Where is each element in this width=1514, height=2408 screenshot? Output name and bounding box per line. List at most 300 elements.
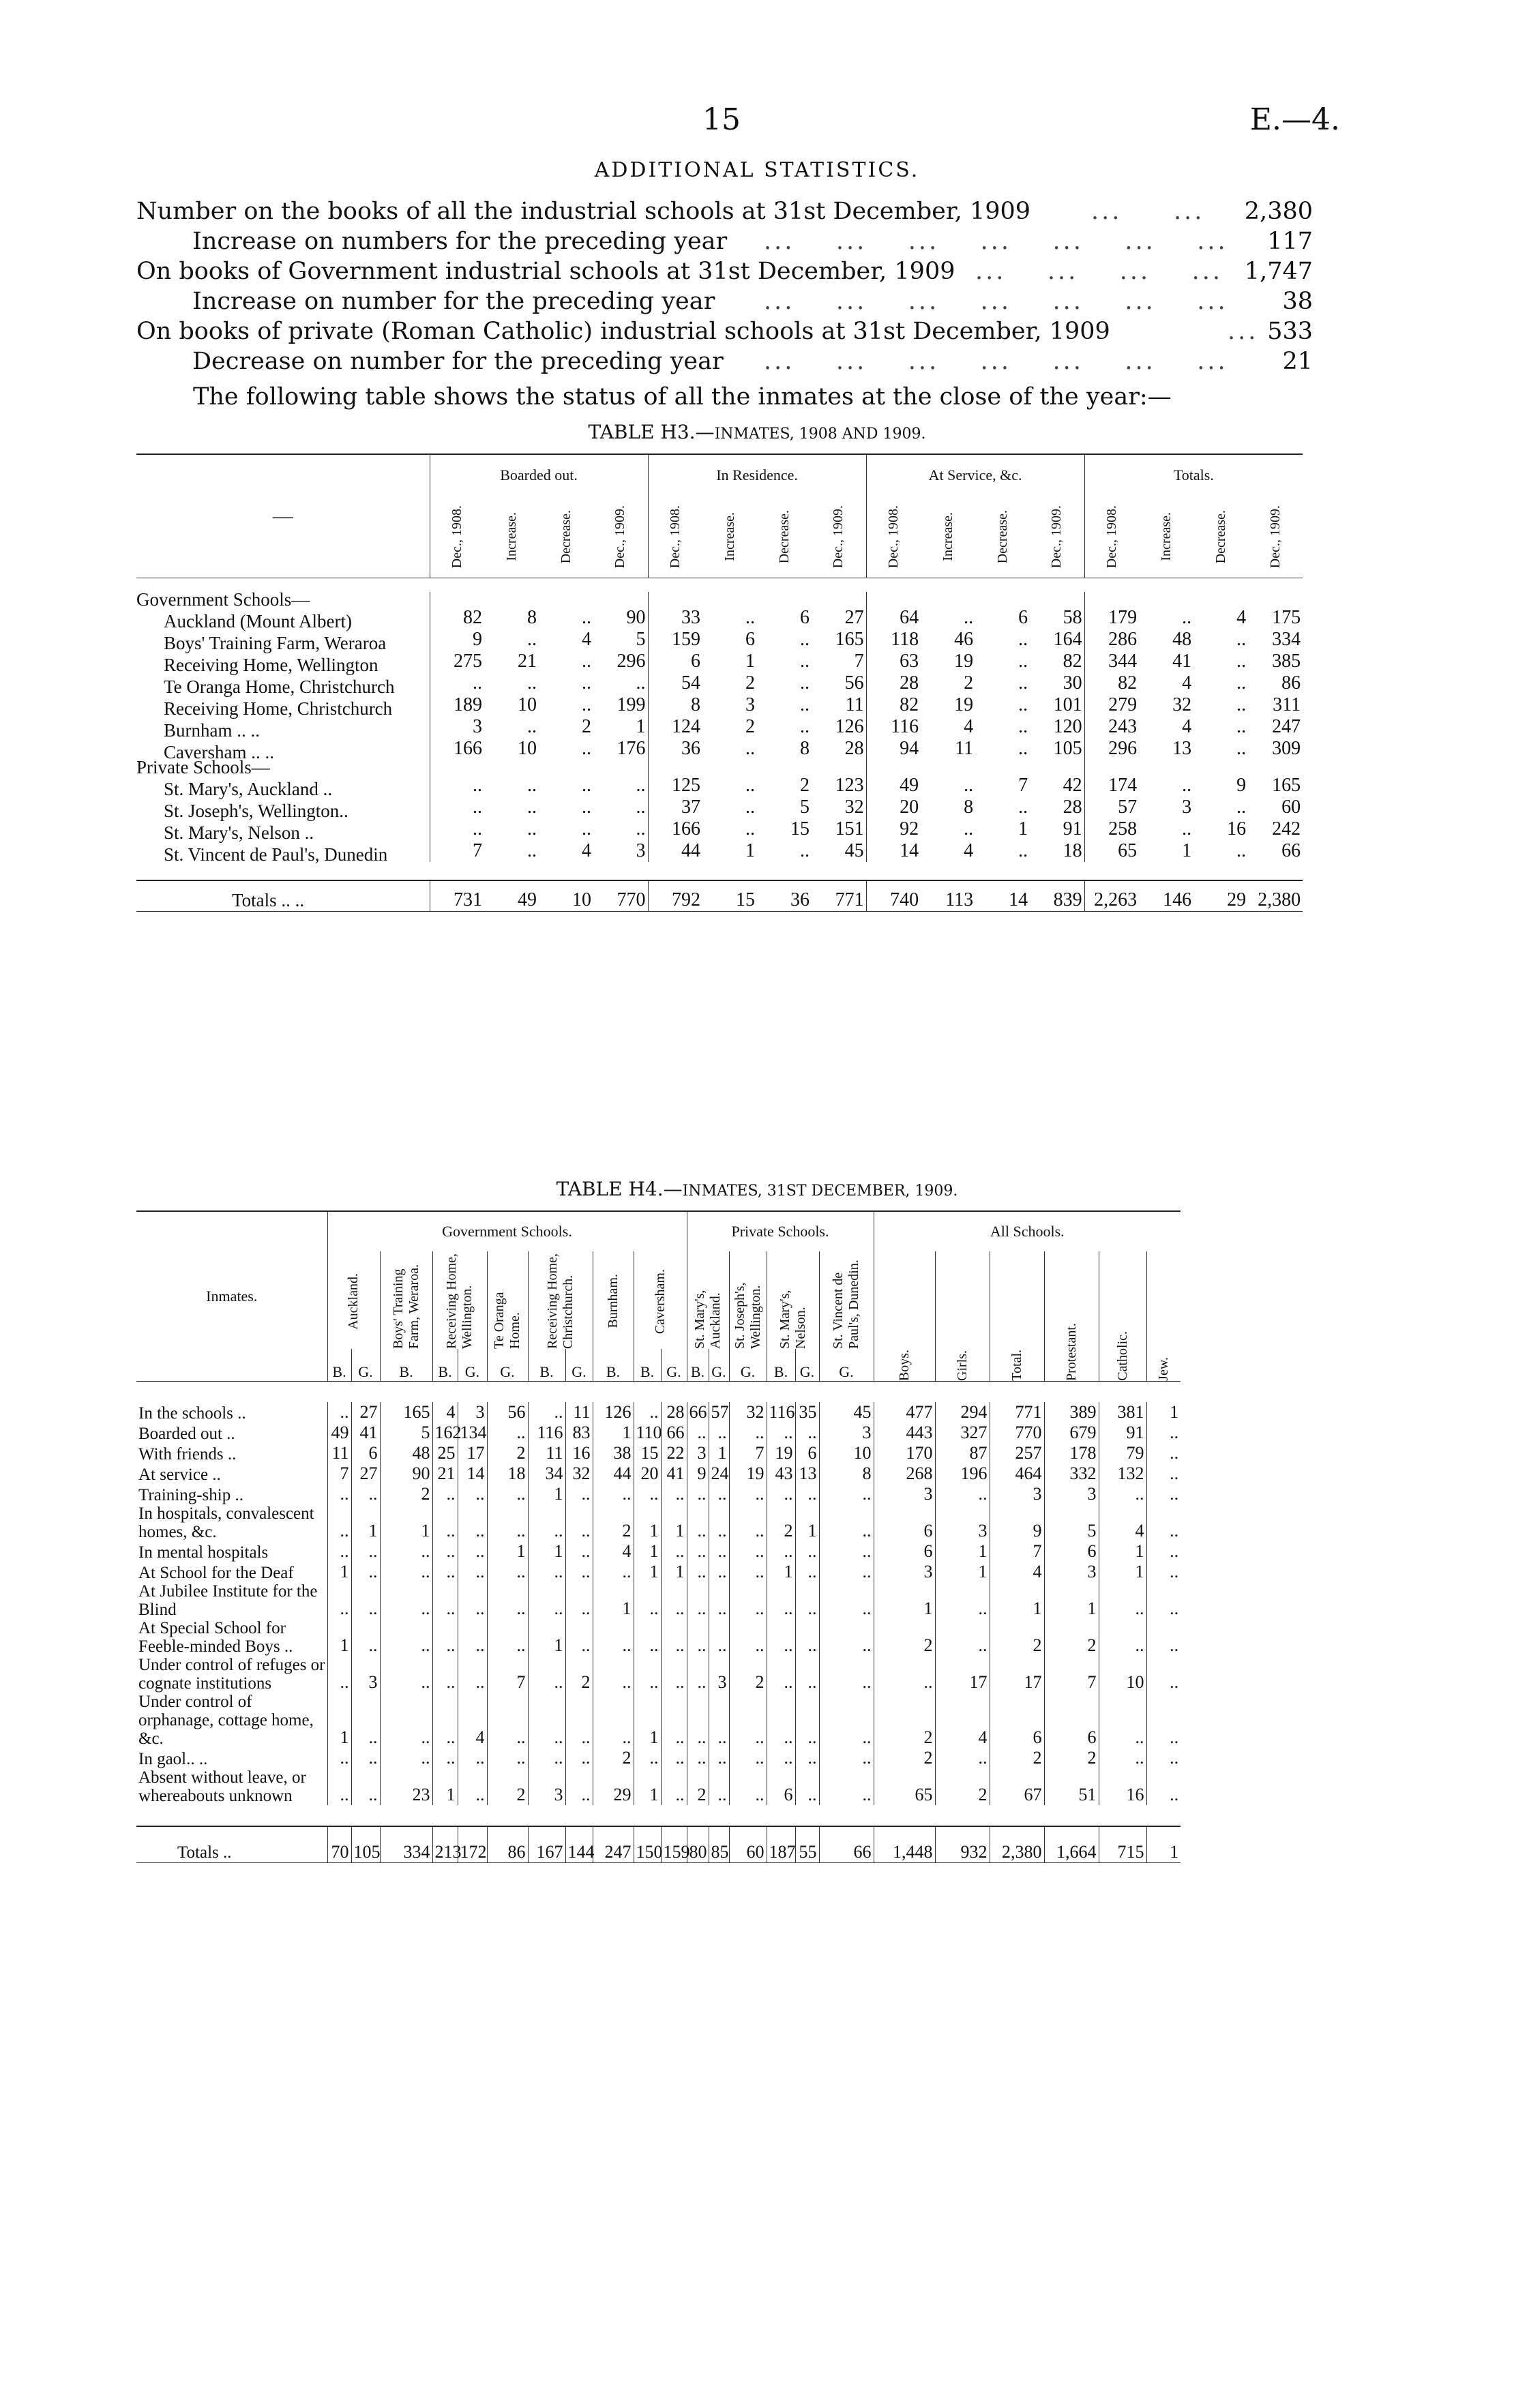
table-cell: 94 xyxy=(866,738,921,760)
table-cell: 8 xyxy=(648,694,702,716)
table-cell: 10 xyxy=(518,694,537,715)
table-cell: 43 xyxy=(767,1463,795,1484)
table-cell: 45 xyxy=(844,840,864,861)
empty-cell xyxy=(1193,592,1248,607)
table-cell: .. xyxy=(527,629,537,650)
table-cell: .. xyxy=(380,1656,432,1693)
table-cell: .. xyxy=(767,1656,795,1693)
section-row xyxy=(136,760,1303,775)
table-cell: .. xyxy=(661,1656,687,1693)
table-row xyxy=(136,1656,1181,1693)
table-cell: .. xyxy=(593,1484,634,1504)
table-cell: .. xyxy=(458,1748,487,1768)
table-cell: 4 xyxy=(582,629,591,650)
table-cell: .. xyxy=(565,1768,593,1805)
leader-dots: ... ... xyxy=(1091,198,1205,225)
table-cell: .. xyxy=(745,797,756,818)
table-cell: 91 xyxy=(1063,818,1082,839)
table-cell: .. xyxy=(767,1484,795,1504)
table-cell: 35 xyxy=(795,1402,819,1423)
row-label: At Jubilee Institute for the Blind xyxy=(138,1582,318,1619)
table-cell: .. xyxy=(1099,1748,1146,1768)
table-cell: .. xyxy=(432,1582,458,1619)
table-cell: 3 xyxy=(636,840,646,861)
table-cell: .. xyxy=(687,1656,709,1693)
table-cell: .. xyxy=(593,1693,634,1748)
table-cell: .. xyxy=(565,1582,593,1619)
table-cell: 118 xyxy=(866,629,921,651)
table-cell: .. xyxy=(964,607,974,628)
table-cell: .. xyxy=(1018,672,1028,694)
document-reference: E.—4. xyxy=(1249,102,1340,137)
table-cell: .. xyxy=(819,1768,874,1805)
all-schools-column-label: Boys. xyxy=(896,1349,912,1381)
stat-value: 117 xyxy=(1267,228,1313,255)
row-label: Training-ship .. xyxy=(138,1486,243,1504)
table-cell: 175 xyxy=(1272,607,1301,628)
totals-cell: 80 xyxy=(687,1826,709,1863)
spacer-cell xyxy=(136,862,1303,880)
table-cell: .. xyxy=(458,1619,487,1656)
table-cell: .. xyxy=(430,797,484,818)
table-row xyxy=(136,1443,1181,1463)
totals-label: Totals .. .. xyxy=(232,890,305,910)
table-cell: 6 xyxy=(795,1443,819,1463)
leader-dots: ... ... ... ... ... ... ... xyxy=(764,288,1228,315)
table-cell: 1 xyxy=(935,1562,990,1582)
table-cell: .. xyxy=(874,1656,935,1693)
row-label: Caversham .. .. xyxy=(164,742,274,762)
table-cell: 16 xyxy=(1099,1768,1146,1805)
table-cell: .. xyxy=(634,1748,661,1768)
table-cell: 1 xyxy=(487,1541,528,1562)
table-cell: 3 xyxy=(935,1504,990,1541)
table-cell: .. xyxy=(687,1582,709,1619)
empty-cell xyxy=(593,760,648,775)
stat-line xyxy=(136,198,1313,228)
table-cell: 120 xyxy=(1053,716,1082,737)
school-header xyxy=(327,1251,380,1349)
table-cell: 28 xyxy=(866,672,921,694)
table-cell: 1 xyxy=(634,1541,661,1562)
table-cell: 25 xyxy=(432,1443,458,1463)
group-header-government: Government Schools. xyxy=(327,1211,687,1251)
table-cell: 8 xyxy=(819,1463,874,1484)
subcolumn-header-wrap xyxy=(921,496,975,578)
empty-cell xyxy=(1084,592,1139,607)
table-cell: .. xyxy=(795,1582,819,1619)
table-cell: .. xyxy=(430,818,484,840)
table-cell: .. xyxy=(687,1748,709,1768)
table-cell: .. xyxy=(767,1619,795,1656)
stat-value: 2,380 xyxy=(1244,198,1313,225)
empty-cell xyxy=(539,592,593,607)
table-cell: 8 xyxy=(964,797,974,818)
table-cell: 268 xyxy=(874,1463,935,1484)
table-h4-caption xyxy=(0,1178,1514,1200)
table-cell: .. xyxy=(1146,1582,1181,1619)
table-cell: .. xyxy=(1236,629,1247,650)
table-cell: 41 xyxy=(661,1463,687,1484)
table-cell: 24 xyxy=(709,1463,729,1484)
table-cell: 33 xyxy=(648,607,702,629)
table-cell: .. xyxy=(327,1582,351,1619)
stat-value: 1,747 xyxy=(1244,258,1313,285)
table-cell: 21 xyxy=(432,1463,458,1484)
empty-cell xyxy=(757,760,812,775)
table-cell: .. xyxy=(528,1656,565,1693)
table-cell: .. xyxy=(795,1748,819,1768)
table-h3-caption xyxy=(0,421,1514,443)
table-cell: .. xyxy=(1146,1693,1181,1748)
totals-cell: 159 xyxy=(661,1826,687,1863)
table-cell: .. xyxy=(593,1656,634,1693)
table-cell: 48 xyxy=(1172,629,1192,650)
table-cell: .. xyxy=(709,1582,729,1619)
table-cell: 41 xyxy=(1172,651,1192,672)
table-cell: 60 xyxy=(1281,797,1301,818)
table-cell: 1 xyxy=(1018,818,1028,839)
table-cell: 1 xyxy=(661,1562,687,1582)
subcolumn-label: Dec., 1909. xyxy=(612,505,628,569)
table-cell: 4 xyxy=(1182,716,1192,737)
table-cell: 82 xyxy=(1084,672,1139,694)
table-cell: 257 xyxy=(990,1443,1044,1463)
table-cell: .. xyxy=(351,1693,380,1748)
table-cell: 18 xyxy=(1063,840,1082,861)
table-cell: .. xyxy=(432,1693,458,1748)
table-cell: 1 xyxy=(1099,1541,1146,1562)
school-header xyxy=(767,1251,819,1349)
row-label: Receiving Home, Christchurch xyxy=(164,698,393,719)
table-cell: 159 xyxy=(648,629,702,651)
table-cell: 32 xyxy=(565,1463,593,1484)
table-cell: 1 xyxy=(636,716,646,737)
table-cell: 9 xyxy=(687,1463,709,1484)
totals-row xyxy=(136,1826,1181,1863)
table-row xyxy=(136,1768,1181,1805)
all-schools-column-header xyxy=(874,1251,935,1382)
subcolumn-label: Dec., 1908. xyxy=(667,505,683,569)
table-row xyxy=(136,1463,1181,1484)
empty-cell xyxy=(812,592,866,607)
table-cell: .. xyxy=(327,1541,351,1562)
table-cell: 20 xyxy=(866,797,921,818)
leader-dots: ... ... ... ... ... ... ... xyxy=(764,348,1228,375)
table-row xyxy=(136,1582,1181,1619)
table-cell: .. xyxy=(351,1541,380,1562)
school-label: St. Joseph's, Wellington. xyxy=(732,1282,763,1349)
row-label: Absent without leave, or whereabouts unknown xyxy=(138,1768,306,1805)
table-cell: .. xyxy=(729,1562,767,1582)
all-schools-column-label: Protestant. xyxy=(1063,1323,1079,1381)
subcolumn-label: Dec., 1909. xyxy=(1267,505,1283,569)
table-cell: .. xyxy=(1236,797,1247,818)
table-cell: .. xyxy=(661,1693,687,1748)
table-h3-caption-title: INMATES, 1908 AND 1909. xyxy=(714,426,926,443)
table-cell: .. xyxy=(327,1504,351,1541)
empty-cell xyxy=(1248,592,1303,607)
table-cell: .. xyxy=(528,1504,565,1541)
totals-cell: 213 xyxy=(432,1826,458,1863)
all-schools-column-label: Catholic. xyxy=(1114,1331,1130,1381)
table-cell: .. xyxy=(1182,607,1192,628)
table-cell: 164 xyxy=(1053,629,1082,650)
table-h3-caption-prefix: TABLE H3.— xyxy=(588,421,715,443)
table-cell: .. xyxy=(687,1423,709,1443)
table-cell: 56 xyxy=(844,672,864,694)
table-cell: .. xyxy=(767,1423,795,1443)
school-label: Te Oranga Home. xyxy=(492,1292,522,1349)
table-cell: 2 xyxy=(800,775,810,796)
row-label: At Special School for Feeble-minded Boys .. xyxy=(138,1619,293,1656)
spacer-row xyxy=(136,578,1303,593)
table-cell: .. xyxy=(1099,1619,1146,1656)
table-cell: 86 xyxy=(1281,672,1301,694)
subcolumn-header xyxy=(1193,496,1248,578)
table-cell: 2 xyxy=(990,1619,1044,1656)
table-cell: .. xyxy=(380,1582,432,1619)
sex-column-header: B. xyxy=(634,1349,661,1382)
table-cell: 58 xyxy=(1063,607,1082,628)
table-cell: 9 xyxy=(990,1504,1044,1541)
table-cell: .. xyxy=(935,1484,990,1504)
table-cell: 49 xyxy=(866,775,921,797)
table-cell: 14 xyxy=(458,1463,487,1484)
table-cell: 2 xyxy=(380,1484,432,1504)
table-cell: .. xyxy=(819,1582,874,1619)
table-cell: 3 xyxy=(351,1656,380,1693)
row-label: In the schools .. xyxy=(138,1404,246,1423)
table-cell: .. xyxy=(432,1562,458,1582)
table-cell: 7 xyxy=(487,1656,528,1693)
table-cell: 4 xyxy=(1099,1504,1146,1541)
table-cell: 199 xyxy=(617,694,646,715)
leader-dots: ... xyxy=(1228,318,1259,345)
table-cell: .. xyxy=(636,775,646,796)
empty-cell xyxy=(1030,760,1084,775)
table-cell: .. xyxy=(1146,1423,1181,1443)
table-cell: .. xyxy=(1146,1748,1181,1768)
table-cell: 2 xyxy=(745,716,756,737)
table-cell: .. xyxy=(487,1582,528,1619)
leader-dots: ... ... ... ... ... ... ... xyxy=(764,228,1228,255)
table-cell: 1 xyxy=(767,1562,795,1582)
table-cell: .. xyxy=(800,840,810,861)
totals-cell: 1,448 xyxy=(874,1826,935,1863)
table-cell: .. xyxy=(582,694,591,715)
all-schools-header-wrap xyxy=(1099,1251,1146,1381)
school-header xyxy=(593,1251,634,1349)
table-cell: .. xyxy=(687,1504,709,1541)
table-cell: .. xyxy=(661,1582,687,1619)
row-label: Te Oranga Home, Christchurch xyxy=(164,677,395,697)
table-cell: 29 xyxy=(593,1768,634,1805)
totals-cell: 2,263 xyxy=(1084,880,1139,912)
table-cell: .. xyxy=(636,797,646,818)
table-cell: 162 xyxy=(432,1423,458,1443)
table-cell: .. xyxy=(565,1504,593,1541)
table-cell: 381 xyxy=(1099,1402,1146,1423)
table-row xyxy=(136,1423,1181,1443)
table-row xyxy=(136,818,1303,840)
table-cell: 4 xyxy=(935,1693,990,1748)
table-cell: 65 xyxy=(874,1768,935,1805)
totals-cell: 792 xyxy=(648,880,702,912)
table-cell: 258 xyxy=(1084,818,1139,840)
table-cell: .. xyxy=(327,1768,351,1805)
table-cell: 1 xyxy=(990,1582,1044,1619)
table-cell: 3 xyxy=(1044,1484,1099,1504)
table-cell: 105 xyxy=(1053,738,1082,759)
table-cell: 443 xyxy=(874,1423,935,1443)
totals-cell: 771 xyxy=(835,889,864,910)
table-cell: 1 xyxy=(327,1693,351,1748)
table-cell: 83 xyxy=(565,1423,593,1443)
table-row xyxy=(136,1619,1181,1656)
subcolumn-label: Decrease. xyxy=(558,509,574,564)
table-cell: 1 xyxy=(432,1768,458,1805)
totals-cell: 740 xyxy=(866,880,921,912)
table-cell: 6 xyxy=(1044,1693,1099,1748)
stub-header: — xyxy=(272,505,293,527)
table-cell: 275 xyxy=(430,651,484,672)
table-cell: 6 xyxy=(874,1504,935,1541)
table-cell: 4 xyxy=(990,1562,1044,1582)
table-cell: 6 xyxy=(648,651,702,672)
table-cell: 679 xyxy=(1044,1423,1099,1443)
table-cell: .. xyxy=(935,1748,990,1768)
school-header-wrap xyxy=(593,1253,634,1349)
stat-line xyxy=(136,318,1313,348)
row-label: St. Vincent de Paul's, Dunedin xyxy=(164,844,388,865)
table-cell: .. xyxy=(527,716,537,737)
school-label: St. Mary's, Auckland. xyxy=(692,1290,723,1349)
table-cell: 79 xyxy=(1099,1443,1146,1463)
sex-column-header: G. xyxy=(819,1349,874,1382)
stat-value: 21 xyxy=(1282,348,1313,375)
table-cell: 28 xyxy=(661,1402,687,1423)
table-cell: .. xyxy=(1099,1693,1146,1748)
row-label: Boys' Training Farm, Weraroa xyxy=(164,633,387,653)
all-schools-header-wrap xyxy=(1147,1251,1181,1381)
table-cell: .. xyxy=(661,1768,687,1805)
stat-line xyxy=(136,348,1313,378)
all-schools-column-label: Total. xyxy=(1009,1350,1024,1381)
table-intro-text: The following table shows the status of all the inmates at the close of the year:— xyxy=(193,383,1172,411)
empty-cell xyxy=(539,760,593,775)
table-cell: .. xyxy=(709,1693,729,1748)
table-cell: 165 xyxy=(1272,775,1301,796)
totals-cell: 247 xyxy=(593,1826,634,1863)
table-cell: .. xyxy=(593,1619,634,1656)
table-cell: .. xyxy=(661,1619,687,1656)
table-cell: 7 xyxy=(729,1443,767,1463)
row-label: Burnham .. .. xyxy=(164,720,260,741)
table-cell: .. xyxy=(661,1541,687,1562)
table-cell: 19 xyxy=(954,651,974,672)
stat-label: On books of Government industrial schools at 31st December, 1909 xyxy=(136,258,955,285)
table-cell: .. xyxy=(1236,694,1247,715)
table-h4-caption-prefix: TABLE H4.— xyxy=(556,1178,683,1200)
table-cell: 1 xyxy=(634,1693,661,1748)
table-cell: .. xyxy=(528,1562,565,1582)
table-cell: 65 xyxy=(1084,840,1139,862)
table-cell: 151 xyxy=(835,818,864,839)
totals-cell: 55 xyxy=(795,1826,819,1863)
empty-cell xyxy=(484,760,539,775)
row-label: In gaol.. .. xyxy=(138,1750,208,1768)
table-cell: 10 xyxy=(1099,1656,1146,1693)
table-cell: .. xyxy=(582,818,591,839)
school-header-wrap xyxy=(381,1253,432,1349)
stat-line xyxy=(136,288,1313,318)
school-header-wrap xyxy=(730,1253,767,1349)
subcolumn-header-wrap xyxy=(1139,496,1193,578)
table-cell: .. xyxy=(636,672,646,694)
spacer-cell xyxy=(136,1805,1181,1826)
row-label: Boarded out .. xyxy=(138,1425,235,1443)
table-cell: .. xyxy=(487,1562,528,1582)
table-cell: .. xyxy=(634,1582,661,1619)
table-cell: 82 xyxy=(866,694,921,716)
school-label: St. Vincent de Paul's, Dunedin. xyxy=(831,1260,861,1349)
sex-column-header: B. xyxy=(767,1349,795,1382)
row-header: Inmates. xyxy=(206,1288,258,1305)
school-label: Caversham. xyxy=(652,1268,668,1334)
table-cell: .. xyxy=(687,1541,709,1562)
table-cell: 296 xyxy=(617,651,646,672)
table-cell: .. xyxy=(729,1748,767,1768)
table-cell: 51 xyxy=(1044,1768,1099,1805)
table-cell: 11 xyxy=(845,694,864,715)
table-cell: .. xyxy=(1146,1443,1181,1463)
table-cell: 3 xyxy=(458,1402,487,1423)
table-cell: .. xyxy=(528,1582,565,1619)
empty-cell xyxy=(757,592,812,607)
table-cell: .. xyxy=(432,1656,458,1693)
table-cell: 38 xyxy=(593,1443,634,1463)
table-cell: 13 xyxy=(795,1463,819,1484)
subcolumn-label: Decrease. xyxy=(1213,509,1228,564)
school-header xyxy=(634,1251,687,1349)
table-cell: 7 xyxy=(990,1541,1044,1562)
school-label: Receiving Home, Wellington. xyxy=(444,1253,475,1349)
subcolumn-label: Increase. xyxy=(1158,512,1174,561)
table-cell: 4 xyxy=(964,716,974,737)
table-cell: .. xyxy=(582,738,591,759)
table-cell: .. xyxy=(767,1582,795,1619)
school-header-wrap xyxy=(687,1253,729,1349)
table-cell: .. xyxy=(1018,694,1028,715)
table-cell: .. xyxy=(795,1562,819,1582)
table-cell: 1 xyxy=(528,1619,565,1656)
table-cell: 6 xyxy=(874,1541,935,1562)
section-row xyxy=(136,592,1303,607)
table-cell: 296 xyxy=(1084,738,1139,760)
table-cell: .. xyxy=(795,1693,819,1748)
table-cell: 27 xyxy=(844,607,864,628)
sex-column-header: B. xyxy=(528,1349,565,1382)
table-cell: .. xyxy=(687,1484,709,1504)
totals-cell: 715 xyxy=(1099,1826,1146,1863)
sex-column-header: B. xyxy=(327,1349,351,1382)
table-cell: .. xyxy=(795,1619,819,1656)
school-header xyxy=(687,1251,729,1349)
table-cell: 3 xyxy=(430,716,484,738)
table-cell: .. xyxy=(709,1484,729,1504)
stat-value: 38 xyxy=(1282,288,1313,315)
